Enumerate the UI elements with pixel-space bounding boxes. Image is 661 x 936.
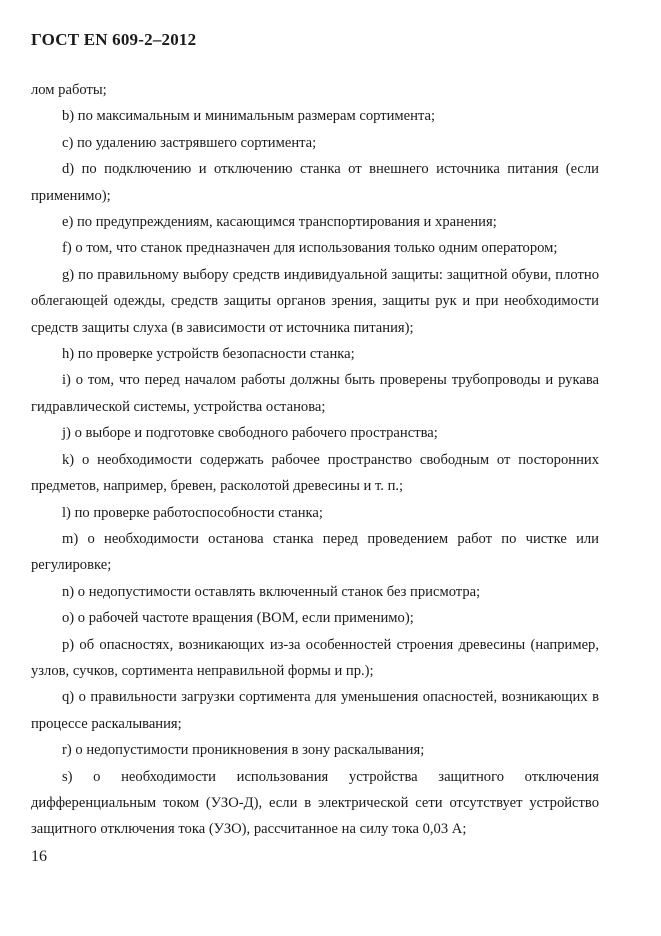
list-item-q: q) о правильности загрузки сортимента для уменьшения опасностей, возникающих в процессе раскалывания; xyxy=(31,689,599,732)
list-item-h: h) по проверке устройств безопасности станка; xyxy=(62,346,355,363)
list-item-e: e) по предупреждениям, касающимся транспортирования и хранения; xyxy=(62,214,497,231)
list-item-p: p) об опасностях, возникающих из-за особенностей строения древесины (например, узлов, сучков, сортимента неправильной формы и пр.); xyxy=(31,636,599,679)
list-item-r: r) о недопустимости проникновения в зону раскалывания; xyxy=(62,742,425,759)
list-item-n: n) о недопустимости оставлять включенный станок без присмотра; xyxy=(62,583,481,600)
list-item-d: d) по подключению и отключению станка от внешнего источника питания (если применимо); xyxy=(31,161,599,204)
list-item-g: g) по правильному выбору средств индивидуальной защиты: защитной обуви, плотно облегающей одежды, средств защиты органов зрения, защиты рук и при необходимости средств защиты слуха (в зависимости от источника питания); xyxy=(31,266,599,336)
list-item-i: i) о том, что перед началом работы должны быть проверены трубопроводы и рукава гидравлической системы, устройства останова; xyxy=(31,372,599,415)
list-item-c: c) по удалению застрявшего сортимента; xyxy=(62,134,317,151)
page-header-title: ГОСТ EN 609-2–2012 xyxy=(31,30,197,49)
list-item-b: b) по максимальным и минимальным размерам сортимента; xyxy=(62,108,436,125)
list-item-j: j) о выборе и подготовке свободного рабочего пространства; xyxy=(62,425,438,442)
list-item-m: m) о необходимости останова станка перед проведением работ по чистке или регулировке; xyxy=(31,530,599,574)
list-item-s: s) о необходимости использования устройства защитного отключения дифференциальным током (УЗО-Д), если в электрической сети отсутствует устройство защитного отключения тока (УЗО), рассчитанное на силу тока 0,03 А; xyxy=(31,768,599,838)
document-body xyxy=(31,77,599,843)
paragraph-continuation: лом работы; xyxy=(31,82,107,98)
list-item-k: k) о необходимости содержать рабочее пространство свободным от посторонних предметов, например, бревен, расколотой древесины и т. п.; xyxy=(31,451,599,495)
list-item-l: l) по проверке работоспособности станка; xyxy=(62,504,323,521)
list-item-f: f) о том, что станок предназначен для использования только одним оператором; xyxy=(62,240,558,257)
list-item-o: o) о рабочей частоте вращения (ВОМ, если применимо); xyxy=(62,610,414,627)
page-number: 16 xyxy=(31,848,47,865)
